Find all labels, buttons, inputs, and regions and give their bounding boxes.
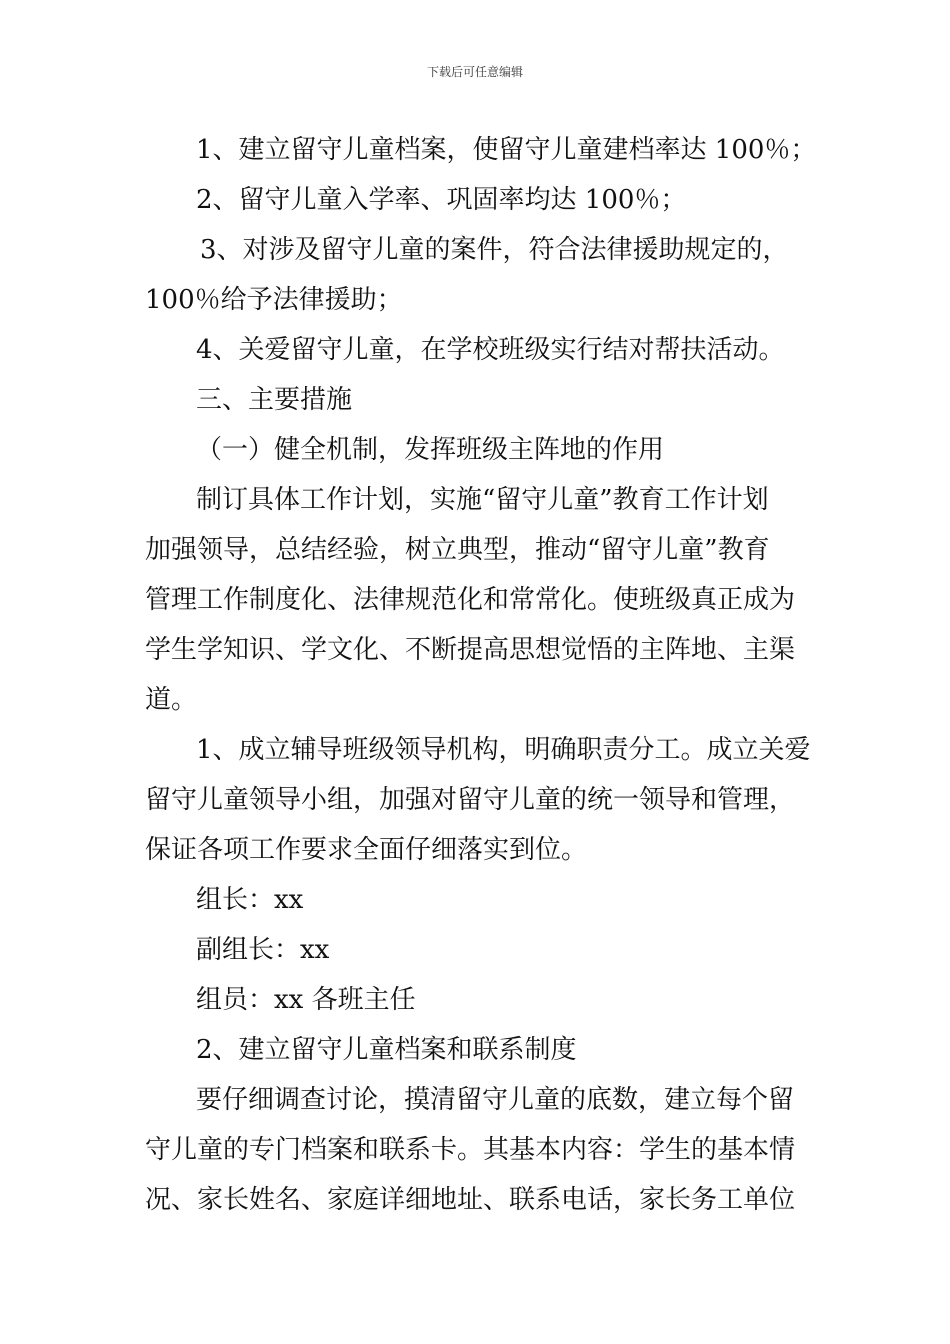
text-line: 2、建立留守儿童档案和联系制度 [196, 1035, 577, 1065]
text-line: 4、关爱留守儿童，在学校班级实行结对帮扶活动。 [196, 335, 785, 365]
section-heading: 三、主要措施 [196, 385, 353, 415]
text-line: 组长：xx [196, 885, 304, 915]
text-line: 100％给予法律援助； [145, 285, 403, 315]
text-line: 1、成立辅导班级领导机构，明确职责分工。成立关爱 [196, 735, 811, 765]
subsection-heading: （一）健全机制，发挥班级主阵地的作用 [196, 435, 665, 465]
text-line: 管理工作制度化、法律规范化和常常化。使班级真正成为 [145, 585, 796, 615]
text-line: 3、对涉及留守儿童的案件，符合法律援助规定的， [200, 235, 789, 265]
text-line: 况、家长姓名、家庭详细地址、联系电话，家长务工单位 [145, 1185, 796, 1215]
text-line: 守儿童的专门档案和联系卡。其基本内容：学生的基本情 [145, 1135, 796, 1165]
text-line: 加强领导，总结经验，树立典型，推动“留守儿童”教育 [145, 535, 770, 565]
text-line: 道。 [145, 685, 198, 715]
page-header-note: 下载后可任意编辑 [426, 65, 523, 79]
text-line: 制订具体工作计划，实施“留守儿童”教育工作计划 [196, 485, 769, 515]
text-line: 组员：xx 各班主任 [196, 985, 416, 1015]
text-line: 副组长：xx [196, 935, 330, 965]
text-line: 要仔细调查讨论，摸清留守儿童的底数，建立每个留 [196, 1085, 795, 1115]
text-line: 留守儿童领导小组，加强对留守儿童的统一领导和管理， [145, 785, 796, 815]
text-line: 2、留守儿童入学率、巩固率均达 100％； [196, 185, 687, 215]
text-line: 保证各项工作要求全面仔细落实到位。 [145, 835, 588, 865]
text-line: 学生学知识、学文化、不断提高思想觉悟的主阵地、主渠 [145, 635, 796, 665]
text-line: 1、建立留守儿童档案，使留守儿童建档率达 100％； [196, 135, 817, 165]
